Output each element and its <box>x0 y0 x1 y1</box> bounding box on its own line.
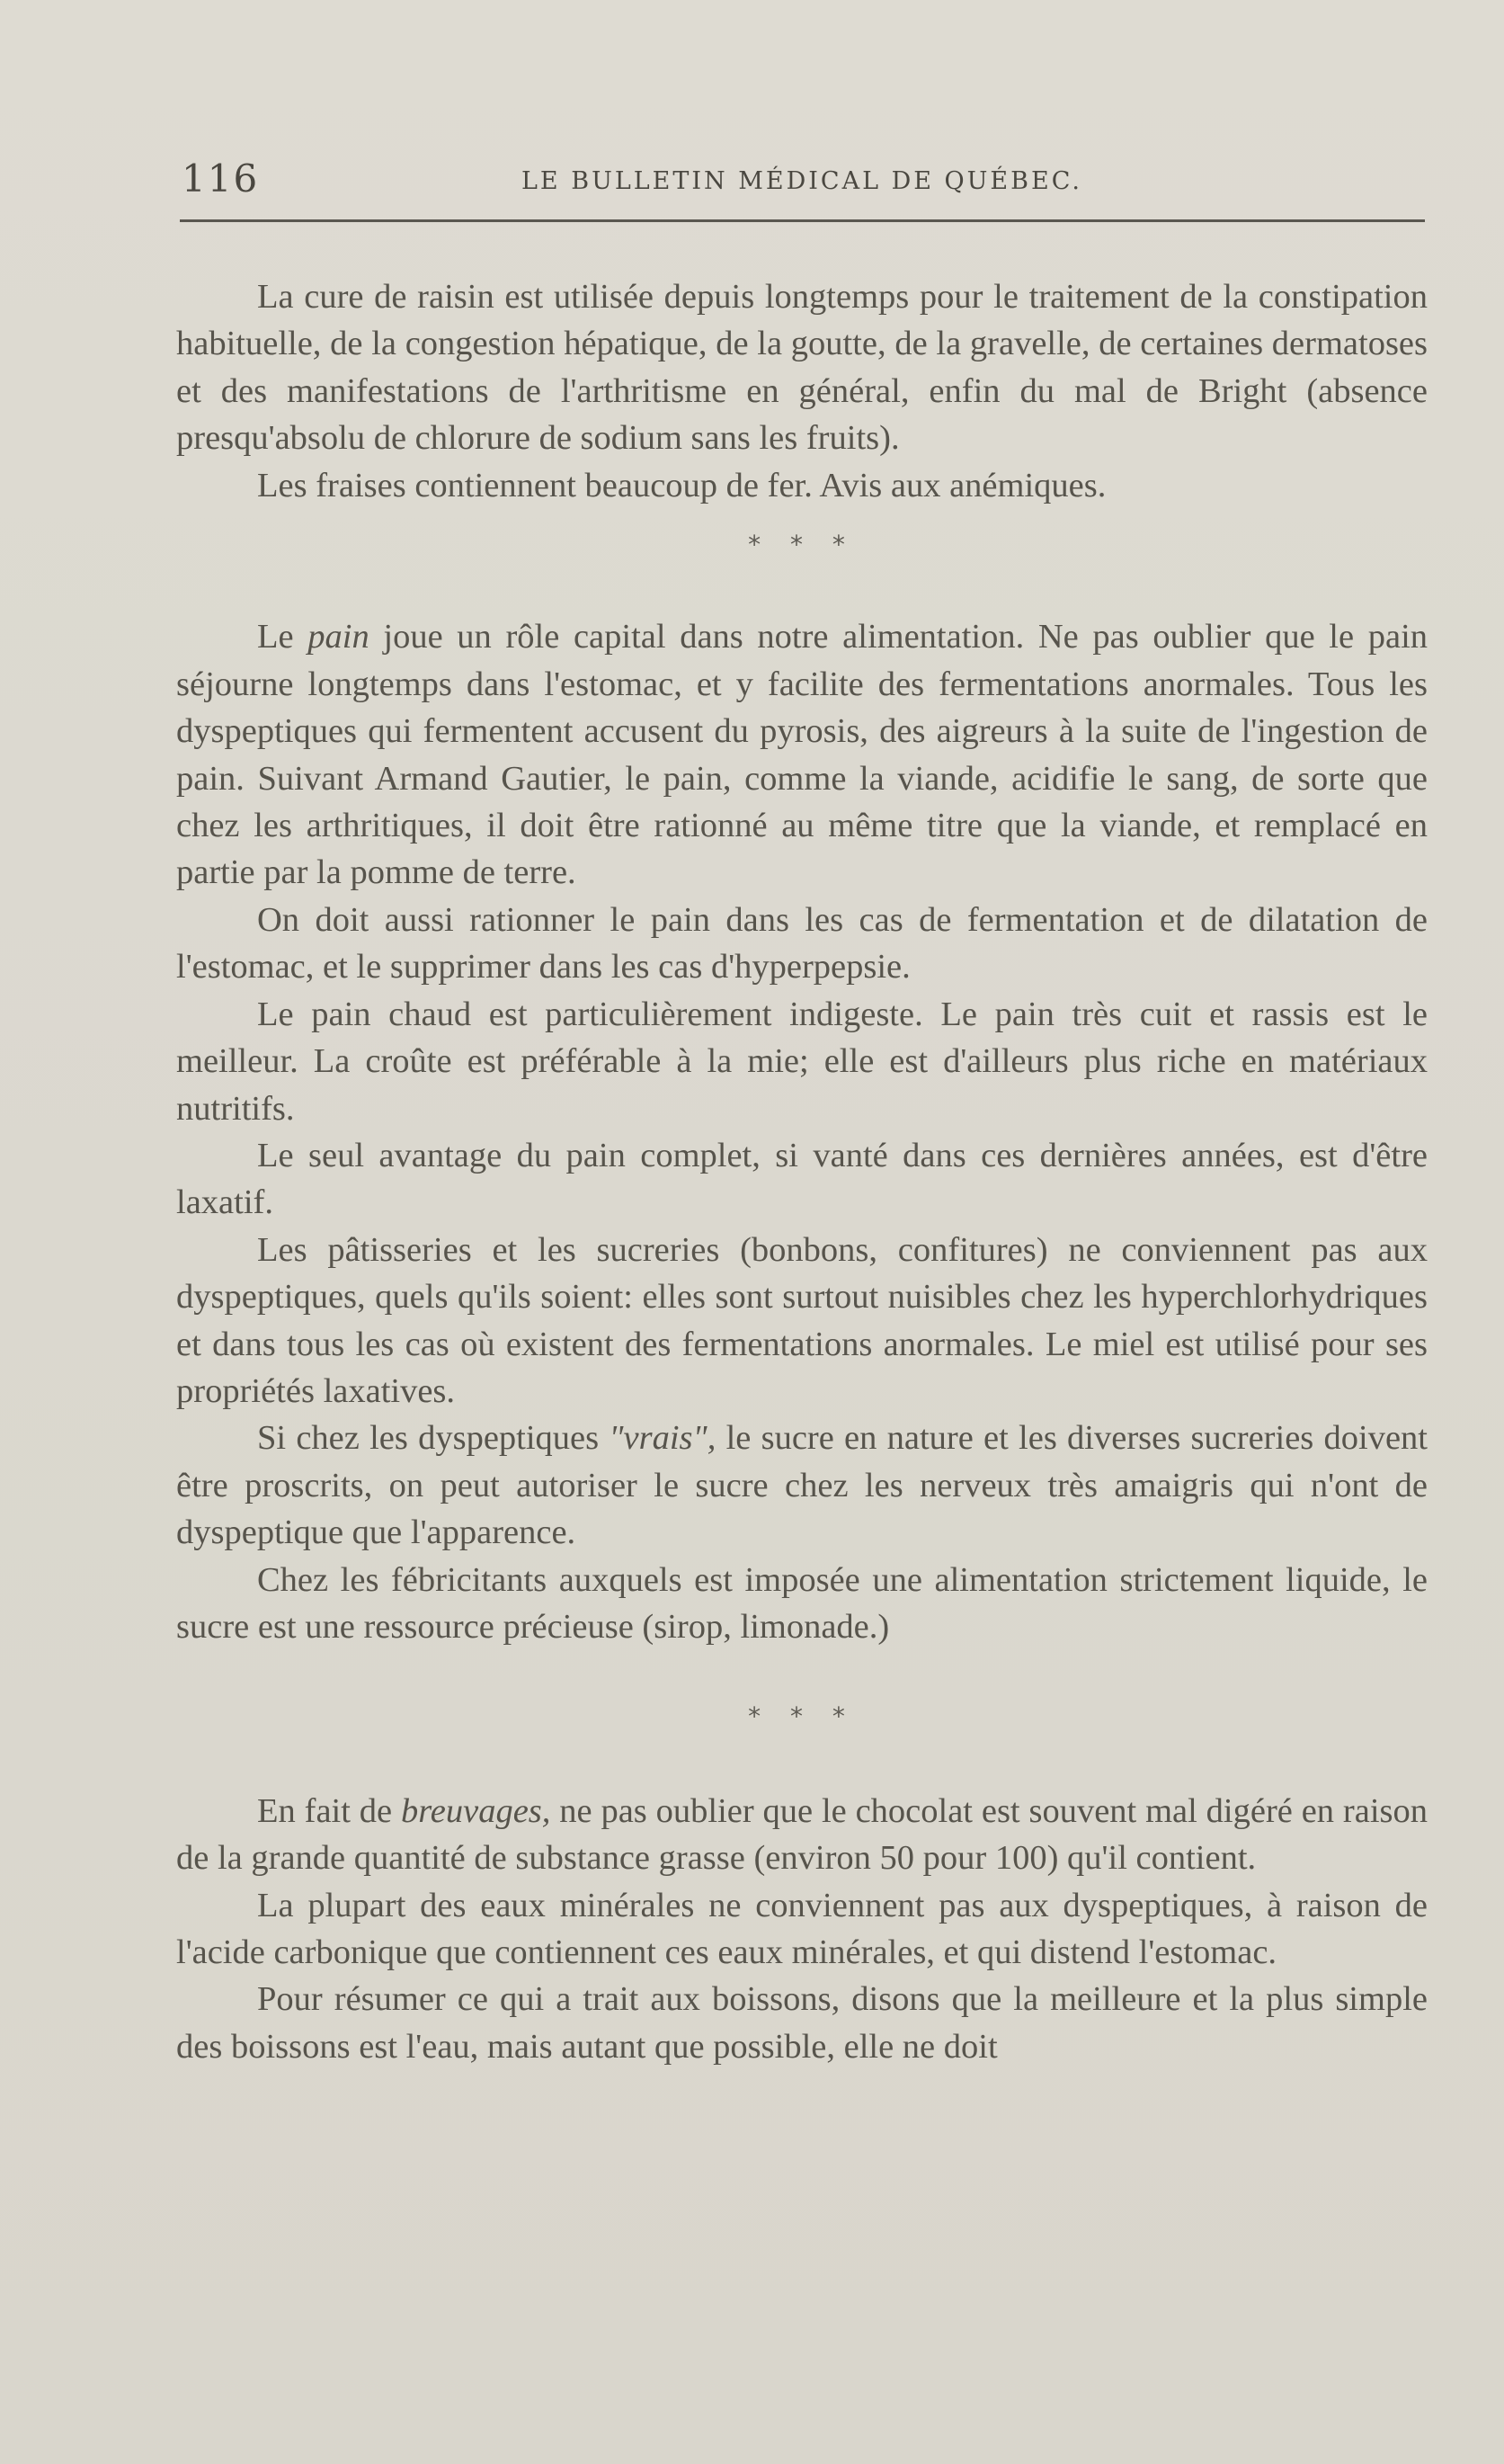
paragraph <box>176 1415 1428 1556</box>
page-number: 116 <box>182 156 260 201</box>
section-separator: * * * <box>748 530 856 560</box>
paragraph: Les fraises contiennent beaucoup de fer. Avis aux anémiques. <box>257 466 1107 504</box>
page-header <box>180 153 1425 207</box>
text-run: joue un rôle capital dans notre alimentation. Ne pas oublier que le pain séjourne longtemps dans l'estomac, et y facilite des fermentations anormales. Tous les dyspeptiques qui fermentent accusent du pyrosis, des aigreurs à la suite de l'ingestion de pain. Suivant Armand Gautier, le pain, comme la viande, acidifie le sang, de sorte que chez les arthritiques, il doit être rationné au même titre que la viande, et remplacé en partie par la pomme de terre. <box>176 618 1428 892</box>
running-title: LE BULLETIN MÉDICAL DE QUÉBEC. <box>521 167 1082 195</box>
paragraph: Chez les fébricitants auxquels est imposée une alimentation strictement liquide, le sucre est une ressource précieuse (sirop, limonade.) <box>176 1560 1428 1646</box>
text-run: En fait de <box>257 1791 393 1830</box>
paragraph: Pour résumer ce qui a trait aux boissons, disons que la meilleure et la plus simple des boissons est l'eau, mais autant que possible, elle ne doit <box>176 1980 1428 2066</box>
text-run: Si chez les dyspeptiques <box>257 1419 600 1458</box>
text-run: ne pas oublier que le chocolat est souvent mal digéré en raison de la grande quantité de substance grasse (environ 50 pour 100) qu'il contient. <box>176 1791 1428 1878</box>
article-body <box>176 273 1428 2070</box>
text-run: le sucre en nature et les diverses sucreries doivent être proscrits, on peut autoriser le sucre chez les nerveux très amaigris qui n'ont de dyspeptique que l'apparence. <box>176 1419 1428 1552</box>
header-rule <box>180 219 1425 222</box>
paragraph: La plupart des eaux minérales ne conviennent pas aux dyspeptiques, à raison de l'acide carbonique que contiennent ces eaux minérales, et qui distend l'estomac. <box>176 1886 1428 1971</box>
paragraph: On doit aussi rationner le pain dans les cas de fermentation et de dilatation de l'estomac, et le supprimer dans les cas d'hyperpepsie. <box>176 900 1428 986</box>
section-separator: * * * <box>748 1701 856 1732</box>
text-run: Le <box>257 618 294 656</box>
italic-term: pain <box>307 618 369 656</box>
italic-term: "vrais", <box>609 1419 716 1458</box>
paragraph: La cure de raisin est utilisée depuis longtemps pour le traitement de la constipation habituelle, de la congestion hépatique, de la goutte, de la gravelle, de certaines dermatoses et des manifestations de l'arthritisme en général, enfin du mal de Bright (absence presqu'absolu de chlorure de sodium sans les fruits). <box>176 278 1428 458</box>
paragraph <box>176 613 1428 896</box>
paragraph <box>176 1788 1428 1882</box>
paragraph: Les pâtisseries et les sucreries (bonbons, confitures) ne conviennent pas aux dyspeptiques, quels qu'ils soient: elles sont surtout nuisibles chez les hyperchlorhydriques et dans tous les cas où existent des fermentations anormales. Le miel est utilisé pour ses propriétés laxatives. <box>176 1230 1428 1410</box>
paragraph: Le pain chaud est particulièrement indigeste. Le pain très cuit et rassis est le meilleur. La croûte est préférable à la mie; elle est d'ailleurs plus riche en matériaux nutritifs. <box>176 995 1428 1128</box>
italic-term: breuvages, <box>400 1791 551 1830</box>
paragraph: Le seul avantage du pain complet, si vanté dans ces dernières années, est d'être laxatif. <box>176 1136 1428 1222</box>
